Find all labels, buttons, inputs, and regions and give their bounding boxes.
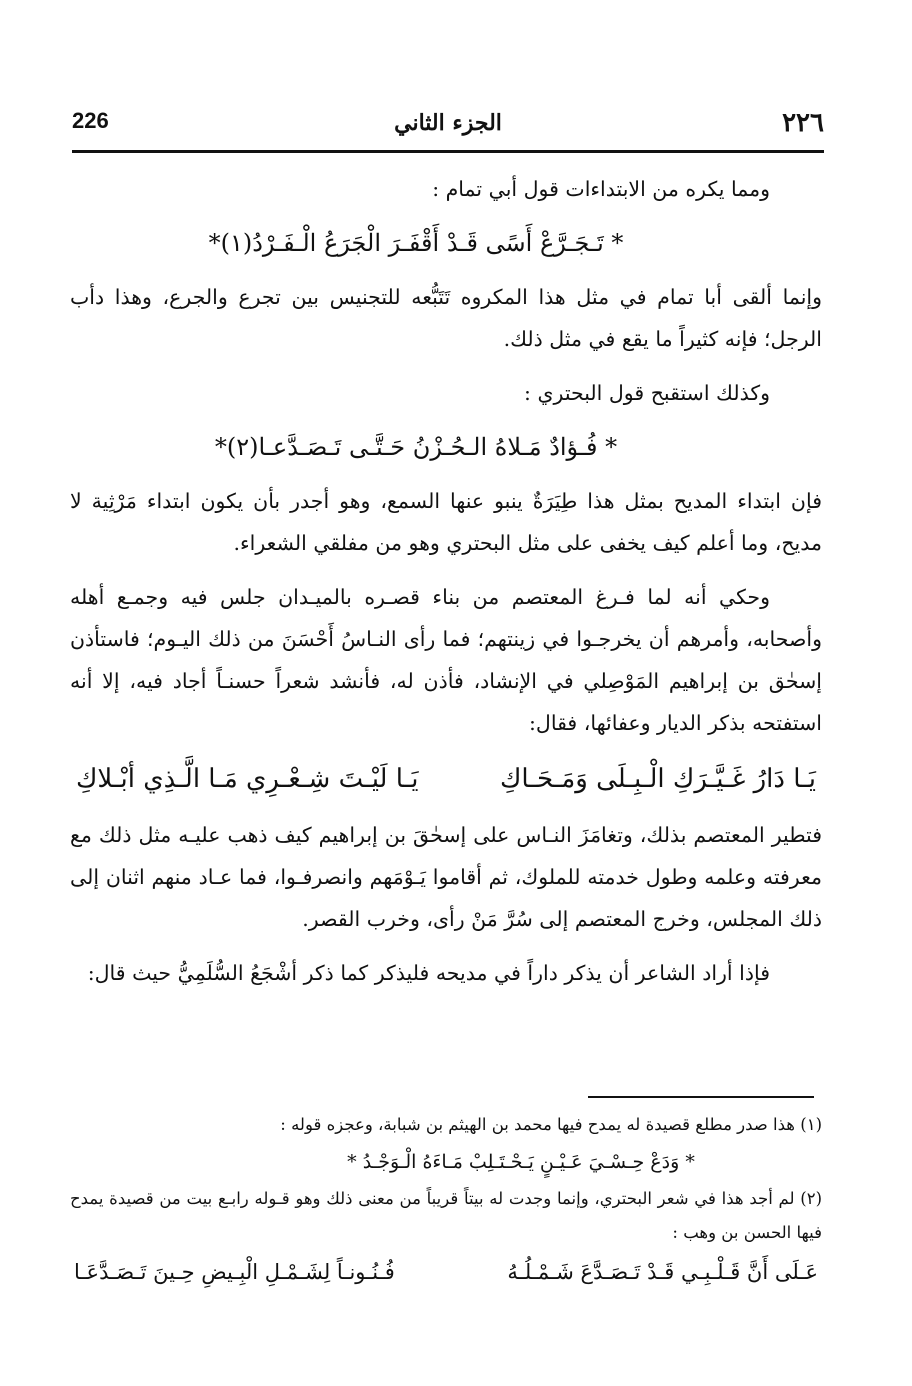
verse-abu-tammam: * تَـجَـرَّعْ أَسًى قَـدْ أَقْفَـرَ الْجَرَعُ الْـفَـرْدُ(١)* (208, 229, 624, 257)
paragraph-commentary-2: فإن ابتداء المديح بمثل هذا طِيَرَةٌ ينبو عنها السمع، وهو أجدر بأن يكون ابتداء مَرْثِية لا مديح، وما أعلم كيف يخفى على مثل البحتري وهو من مفلقي الشعراء. (70, 489, 822, 555)
footnote-2: (٢) لم أجد هذا في شعر البحتري، وإنما وجدت له بيتاً قريباً من معنى ذلك وهو قـوله رابـع بيت من قصيدة يمدح فيها الحسن بن وهب : (70, 1189, 822, 1242)
footnote-1-verse: * وَدَعْ حِـسْـيَ عَـيْـنٍ يَـحْـتَـلِبْ مَـاءَهُ الْـوَجْـدُ * (347, 1151, 695, 1173)
running-title: الجزء الثاني (394, 110, 502, 136)
paragraph-ashja: فإذا أراد الشاعر أن يذكر داراً في مديحه فليذكر كما ذكر أشْجَعُ السُّلَمِيُّ حيث قال: (87, 961, 770, 985)
footnote-2-first-hemistich: عَـلَى أَنَّ قَـلْـبِـي قَـدْ تَـصَـدَّعَ شَـمْـلُـهُ (507, 1260, 818, 1284)
couplet-first-hemistich: يَـا دَارُ غَـيَّـرَكِ الْـبِـلَى وَمَـحَـاكِ (500, 764, 816, 794)
paragraph-intro: ومما يكره من الابتداءات قول أبي تمام : (432, 177, 770, 201)
couplet-second-hemistich: يَـا لَيْـتَ شِـعْـرِي مَـا الَّـذِي أبْـلاكِ (76, 764, 419, 794)
paragraph-aftermath: فتطير المعتصم بذلك، وتغامَزَ النـاس على إسحٰقَ بن إبراهيم كيف ذهب عليـه مثل ذلك مع معرفته وعلمه وطول خدمته للملوك، ثم أقاموا يَـوْمَهم وانصرفـوا، فما عـاد منهم اثنان إلى ذلك المجلس، وخرج المعتصم إلى سُرَّ مَنْ رأى، وخرب القصر. (70, 823, 822, 931)
footnote-2-couplet (70, 1250, 822, 1294)
page-header (72, 100, 824, 153)
paragraph-mutasim-story: وحكي أنه لما فـرغ المعتصم من بناء قصـره بالميـدان جلس فيه وجمـع أهله وأصحابه، وأمرهم أن يخرجـوا في زينتهم؛ فما رأى النـاسُ أَحْسَنَ من ذلك اليـوم؛ فاستأذن إسحٰق بن إبراهيم المَوْصِلي في الإنشاد، فأذن له، فأنشد شعراً حسنـاً أجاد فيه، إلا أنه استفتحه بذكر الديار وعفائها، فقال: (70, 585, 822, 735)
footnote-1: (١) هذا صدر مطلع قصيدة له يمدح فيها محمد بن الهيثم بن شبابة، وعجزه قوله : (280, 1115, 822, 1134)
main-text (70, 168, 822, 994)
page-number-arabic: ٢٢٦ (782, 108, 824, 138)
footnote-2-second-hemistich: فُـنُـونـاً لِشَـمْـلِ الْبِـيضِ حِـينَ تَـصَـدَّعَـا (74, 1260, 395, 1284)
verse-couplet (70, 744, 822, 814)
footnotes (70, 1108, 822, 1294)
page-number-latin: 226 (72, 108, 109, 133)
paragraph-commentary-1: وإنما ألقى أبا تمام في مثل هذا المكروه تَتَبُّعه للتجنيس بين تجرع والجرع، وهذا دأب الرجل؛ فإنه كثيراً ما يقع في مثل ذلك. (70, 285, 822, 351)
paragraph-buhturi-intro: وكذلك استقبح قول البحتري : (524, 381, 770, 405)
verse-buhturi: * فُـؤادٌ مَـلاهُ الـحُـزْنُ حَـتَّـى تَـصَـدَّعـا(٢)* (214, 433, 618, 461)
footnote-rule (588, 1096, 814, 1098)
